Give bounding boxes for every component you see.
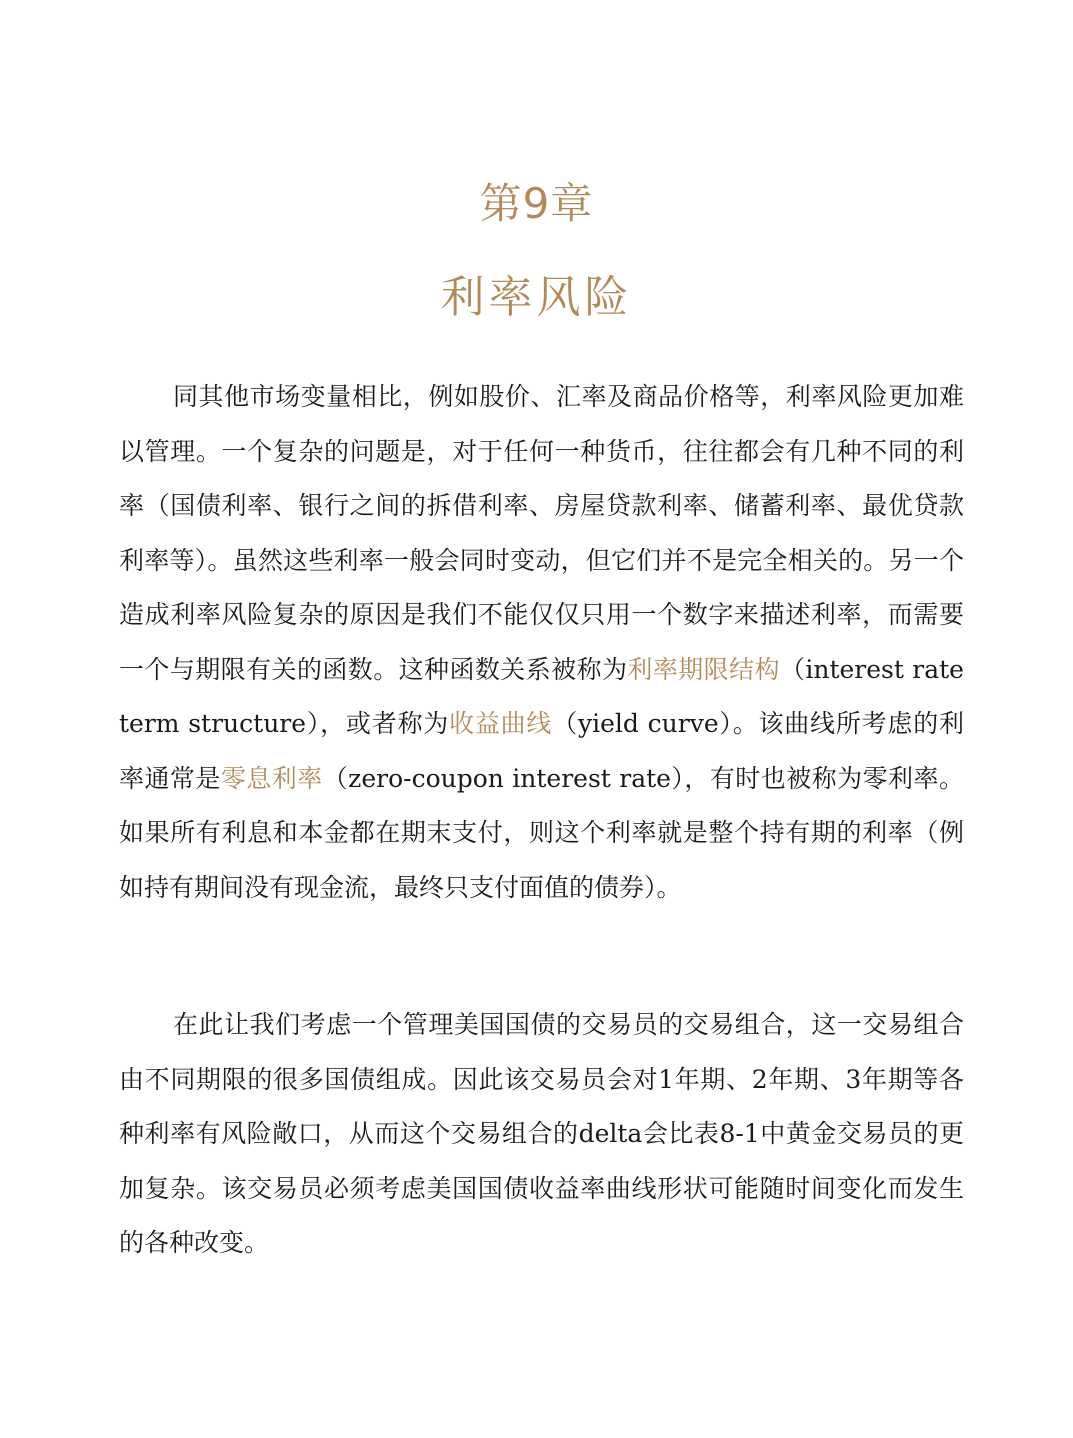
paragraph-text: （yield curve）。该曲线所考虑的利率通常是: [119, 709, 964, 793]
paragraph-intro: [119, 370, 964, 915]
paragraph-treasury-trader: [119, 998, 964, 1271]
term-yield-curve: 收益曲线: [449, 709, 553, 738]
chapter-title: 利率风险: [440, 272, 633, 323]
chapter-number: 第9章: [479, 179, 594, 228]
paragraph-text: 同其他市场变量相比，例如股价、汇率及商品价格等，利率风险更加难以管理。一个复杂的问题是，对于任何一种货币，往往都会有几种不同的利率（国债利率、银行之间的拆借利率、房屋贷款利率、储蓄利率、最优贷款利率等）。虽然这些利率一般会同时变动，但它们并不是完全相关的。另一个造成利率风险复杂的原因是我们不能仅仅只用一个数字来描述利率，而需要一个与期限有关的函数。这种函数关系被称为: [119, 382, 964, 684]
term-interest-rate-term-structure: 利率期限结构: [627, 654, 780, 684]
paragraph-text: 在此让我们考虑一个管理美国国债的交易员的交易组合，这一交易组合由不同期限的很多国债组成。因此该交易员会对1年期、2年期、3年期等各种利率有风险敞口，从而这个交易组合的delta会比表8-1中黄金交易员的更加复杂。该交易员必须考虑美国国债收益率曲线形状可能随时间变化而发生的各种改变。: [119, 1010, 964, 1257]
term-zero-coupon-rate: 零息利率: [220, 763, 323, 793]
paragraph-text: （interest rate term structure），或者称为: [119, 654, 964, 738]
paragraph-text: （zero-coupon interest rate），有时也被称为零利率。如果所有利息和本金都在期末支付，则这个利率就是整个持有期的利率（例如持有期间没有现金流，最终只支付面值的债券）。: [119, 763, 964, 902]
